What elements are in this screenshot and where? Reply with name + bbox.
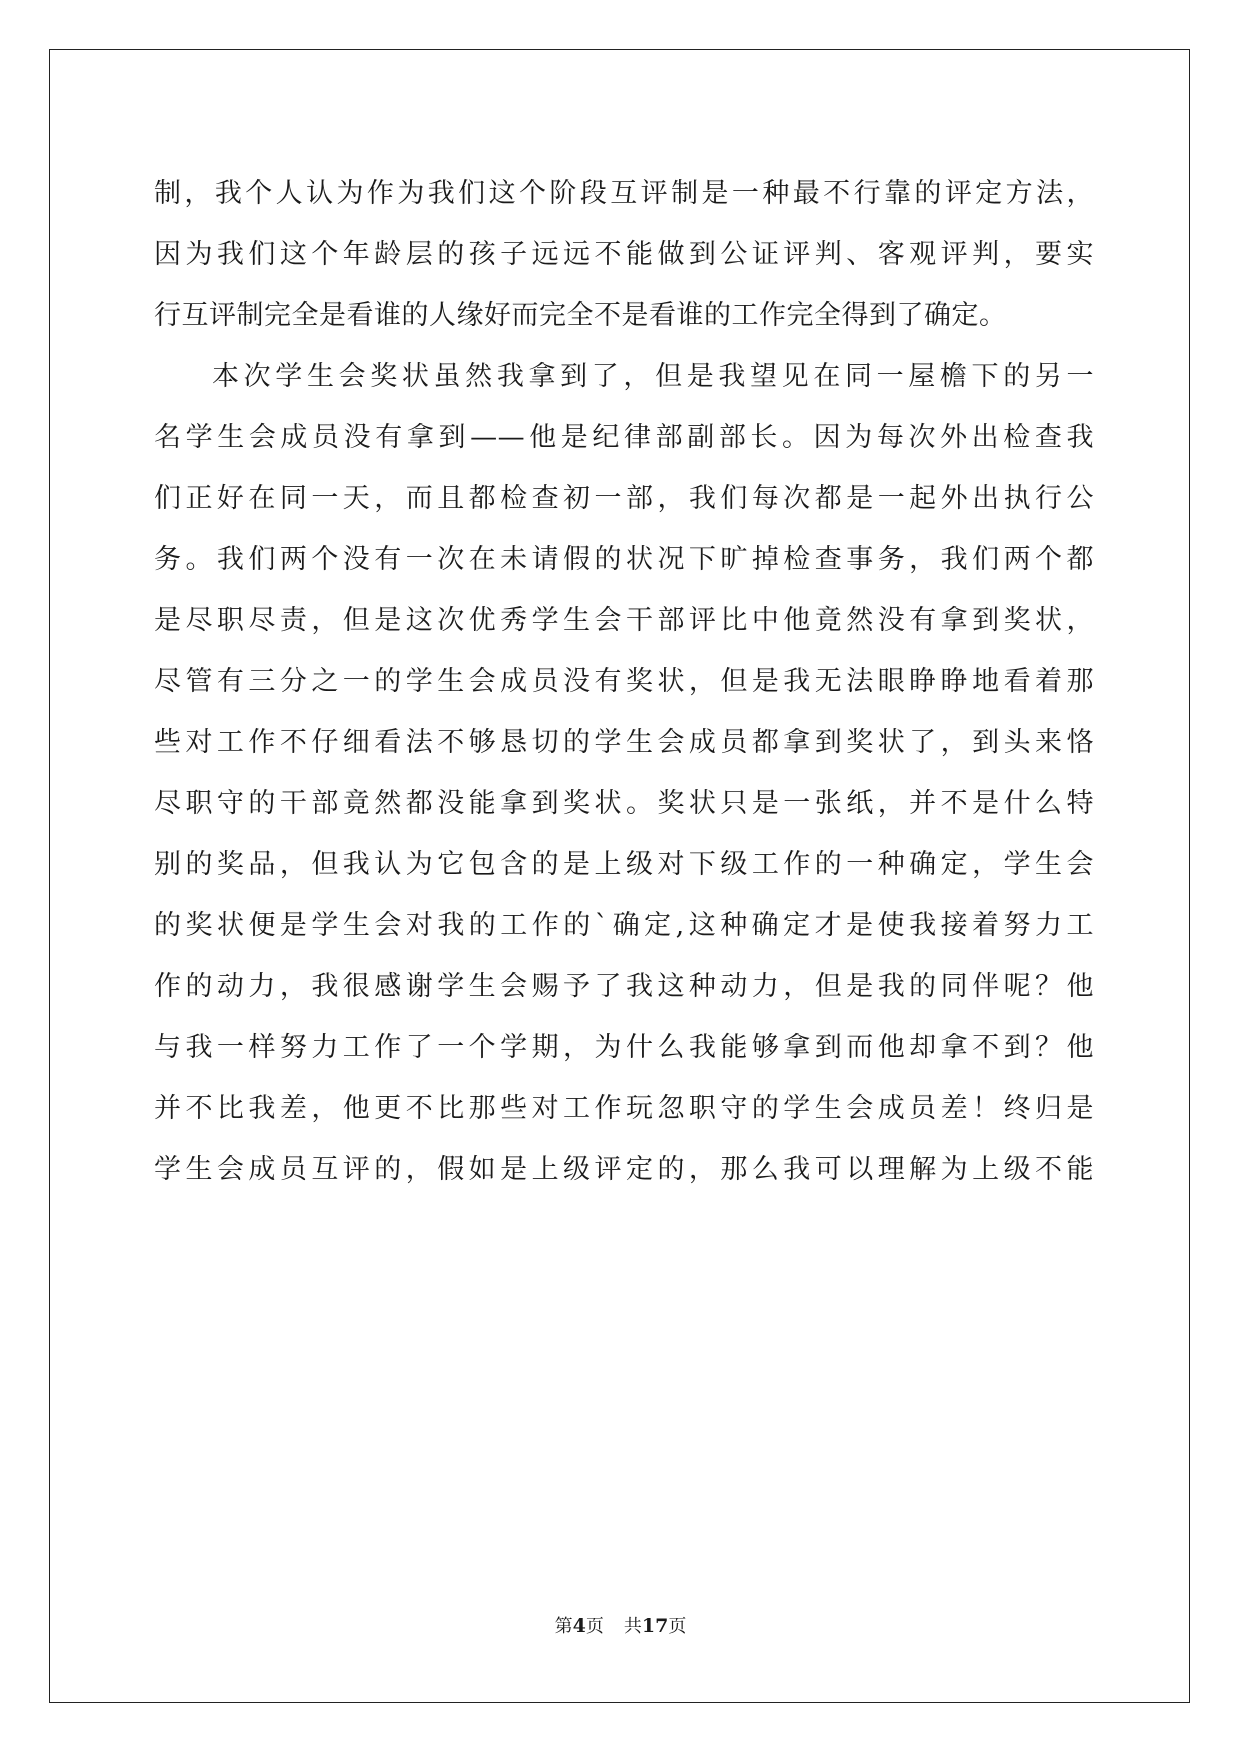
text-line: 尽职守的干部竟然都没能拿到奖状。奖状只是一张纸，并不是什么特 (154, 788, 1094, 819)
text-line: 些对工作不仔细看法不够恳切的学生会成员都拿到奖状了，到头来恪 (154, 727, 1094, 758)
page-footer (0, 1612, 1241, 1638)
text-line: 并不比我差，他更不比那些对工作玩忽职守的学生会成员差！终归是 (154, 1093, 1094, 1124)
total-label-suffix: 页 (668, 1616, 687, 1637)
total-pages: 17 (641, 1615, 669, 1637)
page-label-suffix: 页 (585, 1616, 604, 1637)
text-line: 因为我们这个年龄层的孩子远远不能做到公证评判、客观评判，要实 (154, 239, 1094, 270)
total-label-prefix: 共 (623, 1616, 642, 1637)
page-label-prefix: 第 (554, 1616, 573, 1637)
text-line: 别的奖品，但我认为它包含的是上级对下级工作的一种确定，学生会 (154, 849, 1094, 880)
text-line: 行互评制完全是看谁的人缘好而完全不是看谁的工作完全得到了确定。 (154, 300, 1007, 331)
text-line: 制，我个人认为作为我们这个阶段互评制是一种最不行靠的评定方法， (154, 178, 1094, 209)
text-line: 与我一样努力工作了一个学期，为什么我能够拿到而他却拿不到？他 (154, 1032, 1094, 1063)
text-line: 名学生会成员没有拿到——他是纪律部副部长。因为每次外出检查我 (154, 422, 1094, 453)
text-line: 们正好在同一天，而且都检查初一部，我们每次都是一起外出执行公 (154, 483, 1094, 514)
text-line: 学生会成员互评的，假如是上级评定的，那么我可以理解为上级不能 (154, 1154, 1094, 1185)
text-line: 务。我们两个没有一次在未请假的状况下旷掉检查事务，我们两个都 (154, 544, 1094, 575)
text-line: 作的动力，我很感谢学生会赐予了我这种动力，但是我的同伴呢？他 (154, 971, 1094, 1002)
text-line: 是尽职尽责，但是这次优秀学生会干部评比中他竟然没有拿到奖状， (154, 605, 1094, 636)
page-number: 4 (572, 1615, 586, 1637)
body-text (154, 163, 1094, 1200)
text-line: 的奖状便是学生会对我的工作的`确定,这种确定才是使我接着努力工 (154, 910, 1094, 941)
text-line: 尽管有三分之一的学生会成员没有奖状，但是我无法眼睁睁地看着那 (154, 666, 1094, 697)
paragraph-first-line: 本次学生会奖状虽然我拿到了，但是我望见在同一屋檐下的另一 (212, 361, 1094, 392)
